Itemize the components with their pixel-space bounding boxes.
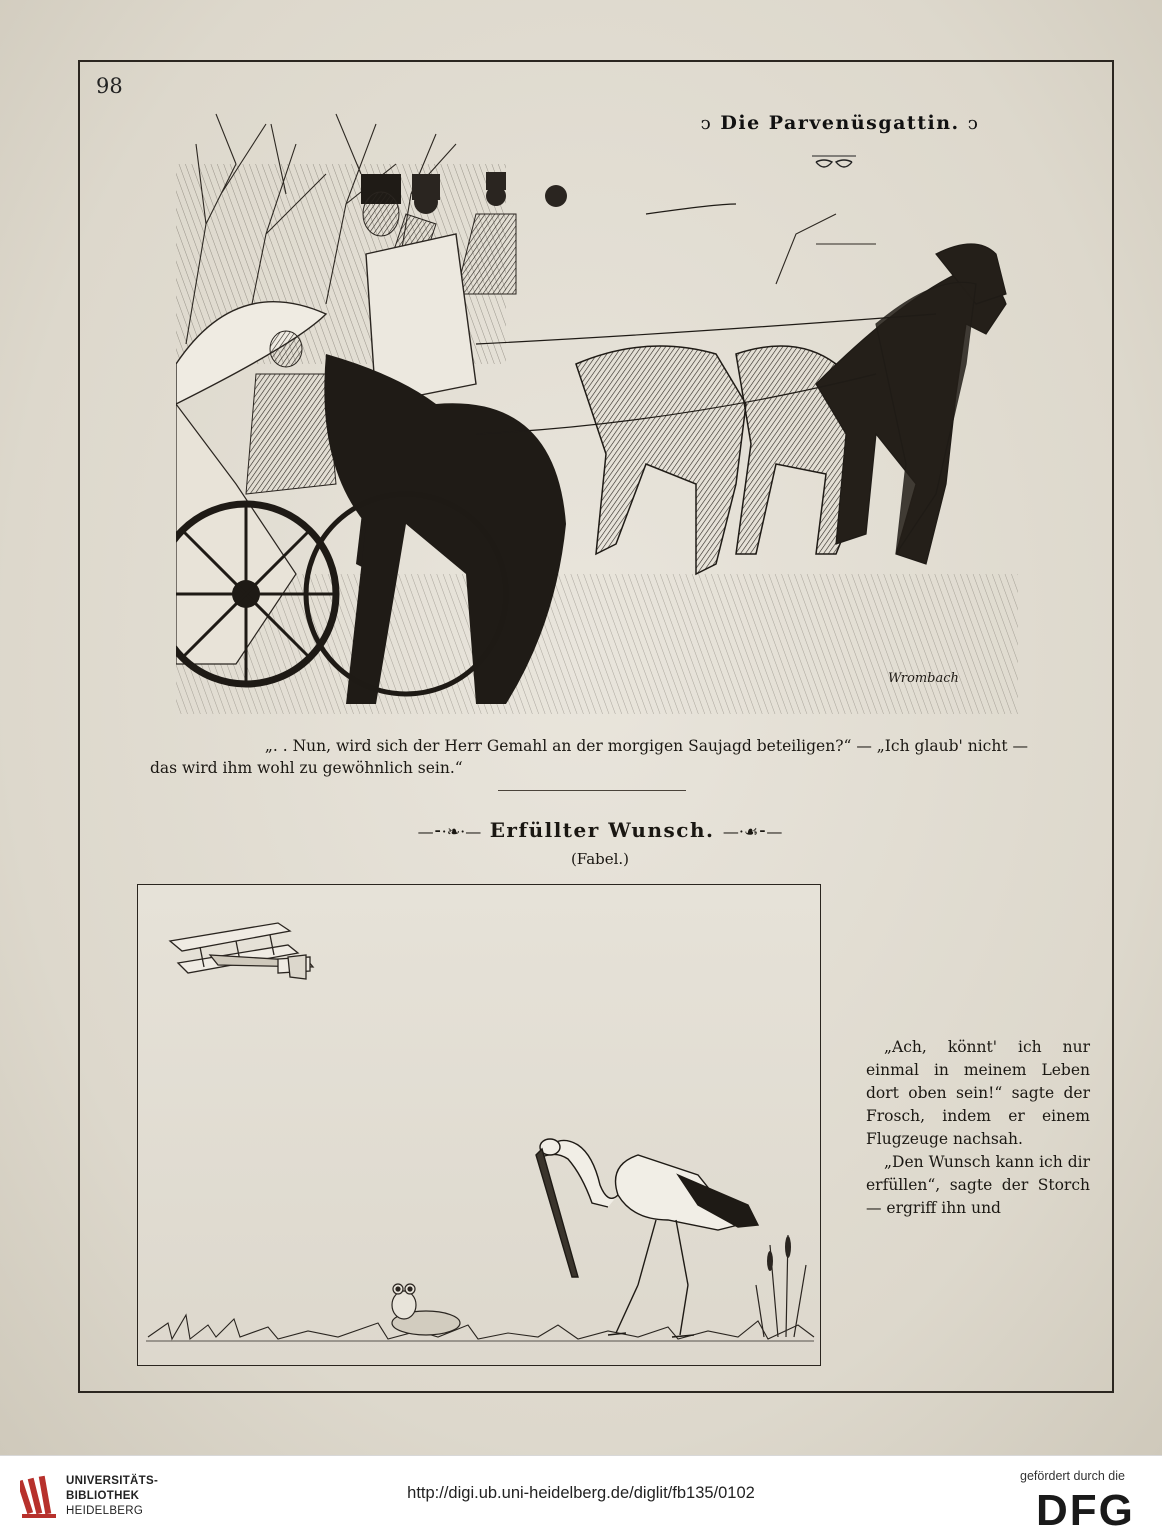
title-ornament-right: ↄ [967, 113, 980, 134]
title-flourish-icon [804, 150, 864, 174]
caption-line-2: das wird ihm wohl zu gewöhnlich sein.“ [150, 759, 463, 777]
illustration-signature: Wrombach [888, 671, 959, 686]
caption-line-1: „. . Nun, wird sich der Herr Gemahl an der morgigen Saujagd beteiligen?“ — „Ich glaub' nicht — [264, 737, 1028, 755]
section-title-row [380, 818, 820, 842]
frog-drawing [392, 1284, 460, 1335]
library-name-line-1: UNIVERSITÄTS- [66, 1475, 159, 1487]
section-title: Erfüllter Wunsch. [489, 818, 715, 842]
viewer-footer [0, 1455, 1162, 1539]
section-subtitle: (Fabel.) [570, 850, 630, 868]
top-title: Die Parvenüsgattin. [720, 112, 960, 134]
funded-by-label: gefördert durch die [1020, 1469, 1125, 1483]
fable-paragraph-1: „Ach, könnt' ich nur einmal in meinem Leben dort oben sein!“ sagte der Frosch, indem er einem Flugzeuge nachsah. [866, 1038, 1090, 1148]
top-title-row [680, 112, 1000, 134]
section-ornament-right: —·☙⁃— [722, 822, 783, 841]
section-divider [498, 790, 686, 791]
page-url-link[interactable]: http://digi.ub.uni-heidelberg.de/diglit/fb135/0102 [407, 1484, 755, 1502]
carriage-illustration [176, 104, 1018, 714]
section-ornament-left: —⁃·❧·— [417, 822, 482, 841]
fable-illustration [137, 884, 821, 1366]
stork-drawing [536, 1139, 758, 1337]
page-number: 98 [96, 74, 123, 98]
biplane-drawing [170, 923, 313, 979]
illustration-caption [140, 735, 1040, 779]
library-name-line-3: HEIDELBERG [66, 1505, 144, 1517]
fable-paragraph-2: „Den Wunsch kann ich dir erfüllen“, sagte der Storch — ergriff ihn und [866, 1153, 1090, 1217]
fable-text [866, 1036, 1090, 1220]
library-name-line-2: BIBLIOTHEK [66, 1490, 140, 1502]
dfg-logo[interactable]: DFG [1036, 1486, 1135, 1535]
title-ornament-left: ↄ [700, 113, 713, 134]
